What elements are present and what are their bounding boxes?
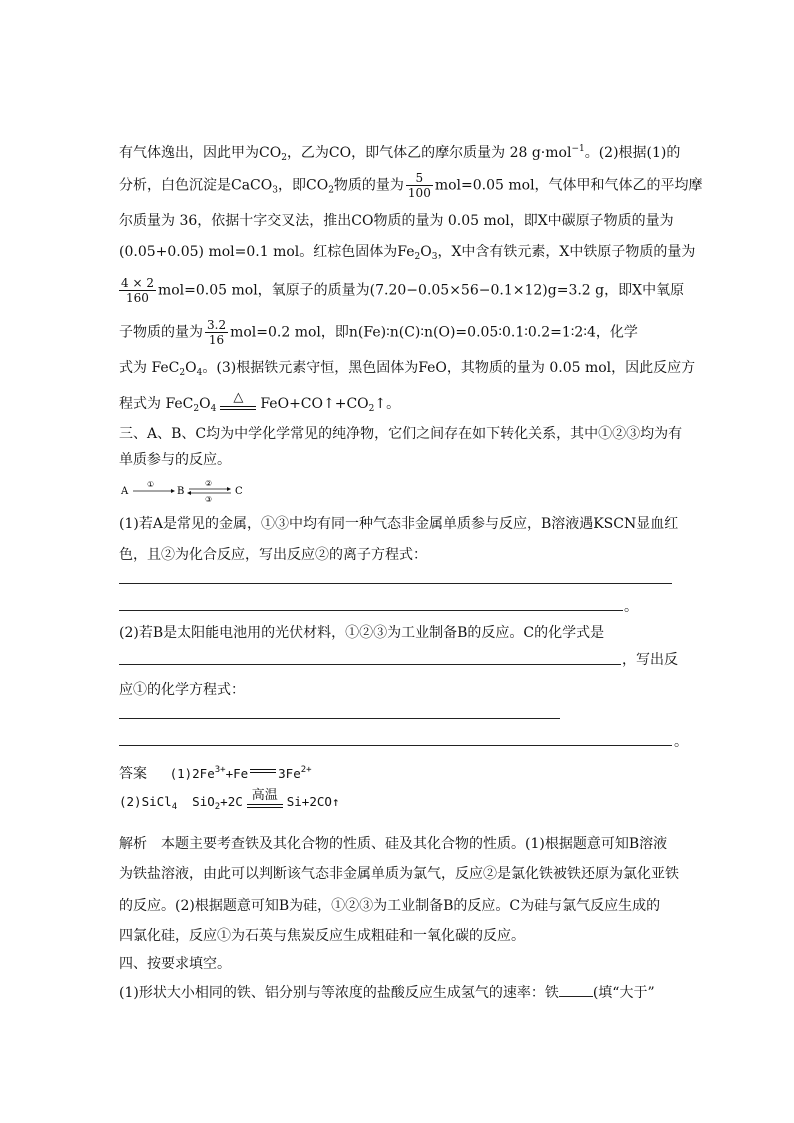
analysis-line-4: 四氯化硅，反应①为石英与焦炭反应生成粗硅和一氧化碳的反应。 xyxy=(119,928,525,944)
prev-line-8: 程式为 $FeC_2O_4$ △ $FeO+CO↑+CO_2↑$。 xyxy=(119,389,401,414)
answer-blank-4-1[interactable] xyxy=(559,982,593,997)
heat-condition: △ xyxy=(220,391,256,410)
q3-title-line-2: 单质参与的反应。 xyxy=(119,452,231,468)
diagram-c: C xyxy=(235,486,243,497)
prev-line-6: 子物质的量为 $\frac{3.2}{16}$ mol=0.2 mol，即n(Fe)∶n(C)∶n(O)=0.05∶0.1∶0.2=1∶2∶4，化学 xyxy=(119,318,638,347)
q3-part1-end: 。 xyxy=(624,599,638,615)
diagram-r3: ③ xyxy=(205,495,213,504)
analysis-line-1: 解析 本题主要考查铁及其化合物的性质、硅及其化合物的性质。(1)根据题意可知B溶液 xyxy=(119,836,668,852)
diagram-a: A xyxy=(121,486,129,497)
fraction-5-100: $\frac{5}{100}$ xyxy=(407,171,431,200)
answer-line-2: (2)SiCl$_4$ SiO$_2$+2C 高温 Si+2CO↑ xyxy=(119,788,340,812)
prev-line-5: $\frac{4 \times 2}{160}$ mol=0.05 mol，氧原子的质量为(7.20−0.05×56−0.1×12)g=3.2 g，即X中氧原 xyxy=(121,276,685,305)
answer-blank-2c[interactable] xyxy=(119,745,672,746)
q3-title-line-1: 三、A、B、C均为中学化学常见的纯净物，它们之间存在如下转化关系，其中①②③均为有 xyxy=(119,426,683,442)
equals-sign xyxy=(250,769,276,773)
diagram-b: B xyxy=(177,486,185,497)
answer-line-1: 答案 $(1)2Fe^{3+}+Fe$ $3Fe^{2+}$ xyxy=(119,765,312,782)
analysis-line-2: 为铁盐溶液，由此可以判断该气态非金属单质为氯气，反应②是氯化铁被铁还原为氯化亚铁 xyxy=(119,866,679,882)
diagram-r2: ② xyxy=(205,479,213,488)
prev-line-1: 有气体逸出，因此甲为$CO_2$，乙为CO，即气体乙的摩尔质量为 28 g·mol$^{-1}$。(2)根据(1)的 xyxy=(119,144,681,163)
high-temp-condition: 高温 xyxy=(247,789,283,808)
answer-label: 答案 xyxy=(119,766,147,782)
prev-line-2: 分析，白色沉淀是CaCO$_3$，即$CO_2$物质的量为 $\frac{5}{100}$ mol=0.05 mol，气体甲和气体乙的平均摩 xyxy=(119,171,703,200)
diagram-r1: ① xyxy=(147,480,155,489)
q3-part2-tail: ，写出反 xyxy=(622,652,678,668)
prev-line-7: 式为 $FeC_2O_4$。(3)根据铁元素守恒，黑色固体为FeO，其物质的量为 0.05 mol，因此反应方 xyxy=(119,360,696,378)
q3-part2-line-3: 应①的化学方程式： xyxy=(119,682,245,698)
prev-line-3: 尔质量为 36，依据十字交叉法，推出CO物质的量为 0.05 mol，即X中碳原子物质的量为 xyxy=(119,213,674,229)
fraction-4x2-160: $\frac{4 \times 2}{160}$ xyxy=(121,276,154,305)
fraction-3.2-16: $\frac{3.2}{16}$ xyxy=(207,318,227,347)
q4-part1: (1)形状大小相同的铁、铝分别与等浓度的盐酸反应生成氢气的速率：铁 (填“大于” xyxy=(119,982,655,1003)
q3-part2-end: 。 xyxy=(674,734,688,750)
answer-blank-1a[interactable] xyxy=(119,583,672,584)
answer-blank-2a[interactable] xyxy=(119,664,621,665)
prev-line-4: (0.05+0.05) mol=0.1 mol。红棕色固体为$Fe_2O_3$，X中含有铁元素，X中铁原子物质的量为 xyxy=(119,244,696,262)
conversion-diagram xyxy=(119,476,259,504)
q4-title: 四、按要求填空。 xyxy=(119,956,231,972)
q3-part1-line-1: (1)若A是常见的金属，①③中均有同一种气态非金属单质参与反应，B溶液遇KSCN显血红 xyxy=(119,516,679,532)
answer-blank-2b[interactable] xyxy=(119,718,560,719)
analysis-line-3: 的反应。(2)根据题意可知B为硅，①②③为工业制备B的反应。C为硅与氯气反应生成的 xyxy=(119,898,661,914)
answer-blank-1b[interactable] xyxy=(119,610,623,611)
q3-part1-line-2: 色，且②为化合反应，写出反应②的离子方程式： xyxy=(119,547,427,563)
q3-part2-line-1: (2)若B是太阳能电池用的光伏材料，①②③为工业制备B的反应。C的化学式是 xyxy=(119,625,605,641)
